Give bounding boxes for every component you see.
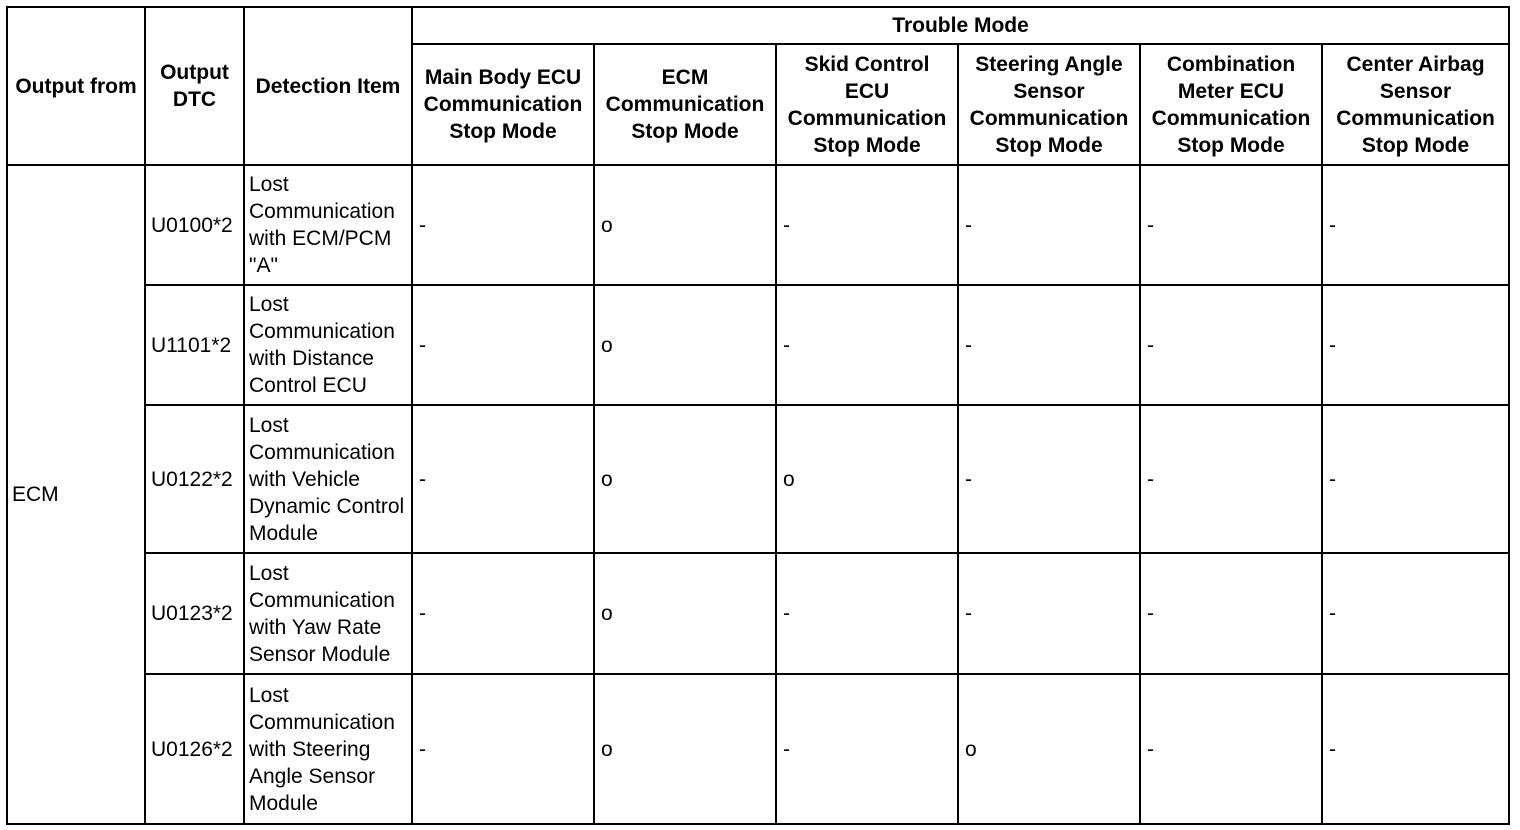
mark-combination-meter-ecu: - [1140,285,1322,405]
mark-steering-angle-sensor: o [958,674,1140,824]
mark-skid-control-ecu: - [776,285,958,405]
table-row [7,405,1509,553]
mark-combination-meter-ecu: - [1140,165,1322,285]
header-output-from: Output from [7,7,145,165]
mark-skid-control-ecu: - [776,165,958,285]
mark-ecm: o [594,165,776,285]
mark-center-airbag-sensor: - [1322,674,1509,824]
dtc-code: U0126*2 [145,674,244,824]
header-mode-main-body-ecu: Main Body ECU Communication Stop Mode [412,44,594,165]
header-detection-item: Detection Item [244,7,412,165]
header-mode-steering-angle-sensor: Steering Angle Sensor Communication Stop Mode [958,44,1140,165]
detection-item: Lost Communication with Steering Angle Sensor Module [244,674,412,824]
mark-center-airbag-sensor: - [1322,553,1509,674]
mark-combination-meter-ecu: - [1140,553,1322,674]
mark-steering-angle-sensor: - [958,553,1140,674]
mark-center-airbag-sensor: - [1322,165,1509,285]
mark-main-body-ecu: - [412,674,594,824]
mark-main-body-ecu: - [412,553,594,674]
dtc-code: U0100*2 [145,165,244,285]
mark-main-body-ecu: - [412,165,594,285]
detection-item: Lost Communication with ECM/PCM "A" [244,165,412,285]
dtc-code: U1101*2 [145,285,244,405]
detection-item: Lost Communication with Yaw Rate Sensor Module [244,553,412,674]
header-mode-center-airbag-sensor: Center Airbag Sensor Communication Stop Mode [1322,44,1509,165]
mark-center-airbag-sensor: - [1322,405,1509,553]
table-row [7,285,1509,405]
mark-combination-meter-ecu: - [1140,674,1322,824]
detection-item: Lost Communication with Distance Control ECU [244,285,412,405]
header-mode-skid-control-ecu: Skid Control ECU Communication Stop Mode [776,44,958,165]
trouble-mode-table [6,6,1510,825]
mark-ecm: o [594,285,776,405]
mark-main-body-ecu: - [412,405,594,553]
mark-steering-angle-sensor: - [958,405,1140,553]
mark-center-airbag-sensor: - [1322,285,1509,405]
output-from-cell: ECM [7,165,145,824]
mark-steering-angle-sensor: - [958,285,1140,405]
dtc-code: U0123*2 [145,553,244,674]
table-row [7,553,1509,674]
table-row [7,165,1509,285]
mark-skid-control-ecu: o [776,405,958,553]
header-mode-ecm: ECM Communication Stop Mode [594,44,776,165]
mark-main-body-ecu: - [412,285,594,405]
mark-combination-meter-ecu: - [1140,405,1322,553]
mark-skid-control-ecu: - [776,674,958,824]
header-row-top [7,7,1509,44]
mark-ecm: o [594,405,776,553]
dtc-code: U0122*2 [145,405,244,553]
mark-steering-angle-sensor: - [958,165,1140,285]
mark-ecm: o [594,674,776,824]
table-row [7,674,1509,824]
detection-item: Lost Communication with Vehicle Dynamic Control Module [244,405,412,553]
mark-ecm: o [594,553,776,674]
header-output-dtc: Output DTC [145,7,244,165]
mark-skid-control-ecu: - [776,553,958,674]
header-trouble-mode: Trouble Mode [412,7,1509,44]
header-mode-combination-meter-ecu: Combination Meter ECU Communication Stop Mode [1140,44,1322,165]
